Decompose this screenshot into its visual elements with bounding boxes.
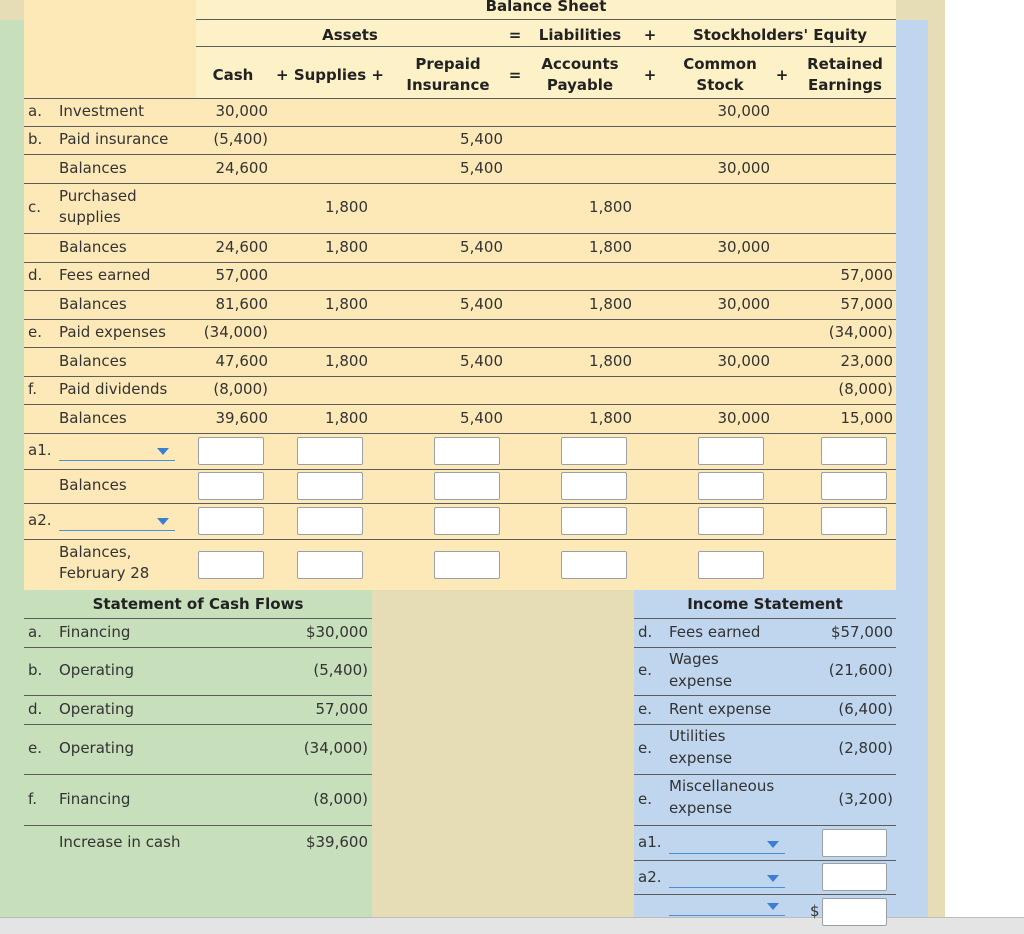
supplies-input[interactable] bbox=[297, 437, 363, 465]
re-input[interactable] bbox=[821, 507, 887, 535]
row-letter: f. bbox=[28, 380, 37, 398]
cash-flow-label: Increase in cash bbox=[59, 833, 181, 851]
cash-flow-separator bbox=[24, 825, 372, 826]
row-label: Purchased bbox=[59, 187, 137, 205]
income-separator bbox=[634, 894, 896, 895]
re-cell: (8,000) bbox=[838, 380, 893, 398]
prepaid-input[interactable] bbox=[434, 472, 500, 500]
row-label: Fees earned bbox=[59, 266, 151, 284]
cash-cell: 47,600 bbox=[215, 352, 268, 370]
income-statement-title: Income Statement bbox=[687, 595, 843, 613]
income-statement-title-line bbox=[634, 618, 896, 619]
cash-flow-label: Financing bbox=[59, 790, 131, 808]
header-line-2 bbox=[196, 46, 896, 47]
cash-flow-separator bbox=[24, 695, 372, 696]
cs-cell: 30,000 bbox=[717, 409, 770, 427]
cash-cell: 39,600 bbox=[215, 409, 268, 427]
income-value: (21,600) bbox=[828, 661, 893, 679]
ap-input[interactable] bbox=[561, 507, 627, 535]
cash-cell: (34,000) bbox=[203, 323, 268, 341]
row-label-line2: supplies bbox=[59, 208, 121, 226]
cash-flow-letter: a. bbox=[28, 623, 42, 641]
prepaid-column-header-line1: Prepaid bbox=[415, 55, 481, 73]
row-separator bbox=[24, 98, 896, 99]
re-cell: (34,000) bbox=[828, 323, 893, 341]
cash-cell: 24,600 bbox=[215, 159, 268, 177]
row-letter: a. bbox=[28, 102, 42, 120]
cash-input[interactable] bbox=[198, 551, 264, 579]
cash-flow-value: $39,600 bbox=[305, 833, 368, 851]
prepaid-input[interactable] bbox=[434, 507, 500, 535]
cash-cell: (5,400) bbox=[213, 130, 268, 148]
cs-column-header-line1: Common bbox=[683, 55, 757, 73]
re-column-header-line2: Earnings bbox=[808, 76, 882, 94]
re-cell: 23,000 bbox=[840, 352, 893, 370]
income-a1-letter: a1. bbox=[638, 833, 662, 851]
equals-sign-2: = bbox=[508, 66, 522, 84]
income-value: (2,800) bbox=[838, 739, 893, 757]
row-label: Balances bbox=[59, 159, 127, 177]
cash-flow-separator bbox=[24, 724, 372, 725]
prepaid-cell: 5,400 bbox=[460, 295, 503, 313]
income-label-line2: expense bbox=[669, 799, 733, 817]
cash-flow-letter: f. bbox=[28, 790, 37, 808]
cs-cell: 30,000 bbox=[717, 295, 770, 313]
cash-flow-label: Financing bbox=[59, 623, 131, 641]
income-label-line2: expense bbox=[669, 672, 733, 690]
cash-column-header: Cash bbox=[212, 66, 254, 84]
assets-header: Assets bbox=[322, 26, 378, 44]
supplies-cell: 1,800 bbox=[325, 352, 368, 370]
cash-flow-value: $30,000 bbox=[305, 623, 368, 641]
row-separator bbox=[24, 469, 896, 470]
ap-input[interactable] bbox=[561, 437, 627, 465]
ap-cell: 1,800 bbox=[589, 352, 632, 370]
cash-flow-value: 57,000 bbox=[315, 700, 368, 718]
row-label: Investment bbox=[59, 102, 144, 120]
row-label: Balances bbox=[59, 476, 127, 494]
ap-input[interactable] bbox=[561, 472, 627, 500]
income-value: (6,400) bbox=[838, 700, 893, 718]
supplies-input[interactable] bbox=[297, 472, 363, 500]
middle-panel bbox=[372, 590, 634, 917]
row-label: Balances, bbox=[59, 543, 132, 561]
ap-cell: 1,800 bbox=[589, 409, 632, 427]
row-label: Balances bbox=[59, 409, 127, 427]
row-label: Paid expenses bbox=[59, 323, 166, 341]
income-value: $57,000 bbox=[830, 623, 893, 641]
equity-header: Stockholders' Equity bbox=[692, 26, 868, 44]
row-label: Paid insurance bbox=[59, 130, 169, 148]
row-separator bbox=[24, 233, 896, 234]
row-letter: b. bbox=[28, 130, 43, 148]
income-net-input[interactable] bbox=[822, 898, 887, 926]
income-letter: e. bbox=[638, 661, 652, 679]
liabilities-header: Liabilities bbox=[538, 26, 622, 44]
prepaid-input[interactable] bbox=[434, 551, 500, 579]
income-value: (3,200) bbox=[838, 790, 893, 808]
cash-flow-separator bbox=[24, 647, 372, 648]
re-cell: 15,000 bbox=[840, 409, 893, 427]
income-letter: d. bbox=[638, 623, 653, 641]
income-a2-dropdown[interactable] bbox=[669, 870, 785, 888]
income-separator bbox=[634, 860, 896, 861]
row-separator bbox=[24, 126, 896, 127]
row-label: Balances bbox=[59, 295, 127, 313]
plus-sign-3: + bbox=[775, 66, 789, 84]
prepaid-cell: 5,400 bbox=[460, 238, 503, 256]
cash-flow-separator bbox=[24, 774, 372, 775]
row-separator bbox=[24, 404, 896, 405]
re-cell: 57,000 bbox=[840, 295, 893, 313]
row-letter: e. bbox=[28, 323, 42, 341]
income-a1-input[interactable] bbox=[822, 829, 887, 857]
supplies-input[interactable] bbox=[297, 507, 363, 535]
income-label: Rent expense bbox=[669, 700, 772, 718]
income-label: Utilities bbox=[669, 727, 726, 745]
cs-input[interactable] bbox=[698, 551, 764, 579]
row-separator bbox=[24, 154, 896, 155]
ap-cell: 1,800 bbox=[589, 198, 632, 216]
ap-column-header-line2: Payable bbox=[546, 76, 614, 94]
income-letter: e. bbox=[638, 739, 652, 757]
supplies-cell: 1,800 bbox=[325, 198, 368, 216]
chevron-down-icon bbox=[767, 903, 779, 910]
header-line-1 bbox=[196, 19, 896, 20]
prepaid-cell: 5,400 bbox=[460, 130, 503, 148]
chevron-down-icon bbox=[157, 518, 169, 525]
dollar-sign: $ bbox=[810, 902, 820, 920]
prepaid-column-header-line2: Insurance bbox=[406, 76, 490, 94]
cash-flows-title: Statement of Cash Flows bbox=[92, 595, 304, 613]
row-label: Balances bbox=[59, 238, 127, 256]
supplies-input[interactable] bbox=[297, 551, 363, 579]
re-input[interactable] bbox=[821, 472, 887, 500]
row-separator bbox=[24, 347, 896, 348]
supplies-column-header: + Supplies + bbox=[276, 66, 384, 84]
supplies-cell: 1,800 bbox=[325, 238, 368, 256]
prepaid-cell: 5,400 bbox=[460, 352, 503, 370]
supplies-cell: 1,800 bbox=[325, 409, 368, 427]
cs-cell: 30,000 bbox=[717, 238, 770, 256]
cash-input[interactable] bbox=[198, 437, 264, 465]
income-letter: e. bbox=[638, 700, 652, 718]
bg-green-left bbox=[0, 20, 24, 917]
income-separator bbox=[634, 825, 896, 826]
cash-flow-label: Operating bbox=[59, 700, 134, 718]
transaction-dropdown[interactable] bbox=[59, 443, 175, 461]
cs-column-header-line2: Stock bbox=[696, 76, 744, 94]
row-label: Balances bbox=[59, 352, 127, 370]
income-label: Fees earned bbox=[669, 623, 761, 641]
income-a2-letter: a2. bbox=[638, 868, 662, 886]
cs-input[interactable] bbox=[698, 507, 764, 535]
cash-flow-value: (5,400) bbox=[313, 661, 368, 679]
cash-flow-letter: e. bbox=[28, 739, 42, 757]
income-separator bbox=[634, 695, 896, 696]
cash-cell: 24,600 bbox=[215, 238, 268, 256]
income-a1-dropdown[interactable] bbox=[669, 836, 785, 854]
row-letter: a1. bbox=[28, 441, 52, 459]
plus-sign-2: + bbox=[643, 66, 657, 84]
re-column-header-line1: Retained bbox=[807, 55, 883, 73]
row-separator bbox=[24, 262, 896, 263]
row-separator bbox=[24, 433, 896, 434]
prepaid-cell: 5,400 bbox=[460, 159, 503, 177]
chevron-down-icon bbox=[767, 841, 779, 848]
re-input[interactable] bbox=[821, 437, 887, 465]
ap-column-header-line1: Accounts bbox=[541, 55, 619, 73]
cash-input[interactable] bbox=[198, 507, 264, 535]
income-label: Wages bbox=[669, 650, 719, 668]
income-net-dropdown[interactable] bbox=[669, 898, 785, 916]
income-separator bbox=[634, 647, 896, 648]
income-label-line2: expense bbox=[669, 749, 733, 767]
income-letter: e. bbox=[638, 790, 652, 808]
row-letter: d. bbox=[28, 266, 43, 284]
row-separator bbox=[24, 503, 896, 504]
income-label: Miscellaneous bbox=[669, 777, 775, 795]
equals-sign-1: = bbox=[508, 26, 522, 44]
chevron-down-icon bbox=[157, 448, 169, 455]
row-label: Paid dividends bbox=[59, 380, 168, 398]
ap-input[interactable] bbox=[561, 551, 627, 579]
bg-blue-right bbox=[896, 20, 928, 917]
income-a2-input[interactable] bbox=[822, 863, 887, 891]
income-separator bbox=[634, 724, 896, 725]
transaction-dropdown[interactable] bbox=[59, 513, 175, 531]
chevron-down-icon bbox=[767, 875, 779, 882]
cash-cell: 81,600 bbox=[215, 295, 268, 313]
cs-cell: 30,000 bbox=[717, 102, 770, 120]
cash-flow-value: (8,000) bbox=[313, 790, 368, 808]
row-separator bbox=[24, 319, 896, 320]
balance-sheet-title: Balance Sheet bbox=[485, 0, 607, 15]
ap-cell: 1,800 bbox=[589, 238, 632, 256]
cash-input[interactable] bbox=[198, 472, 264, 500]
supplies-cell: 1,800 bbox=[325, 295, 368, 313]
cash-flow-label: Operating bbox=[59, 661, 134, 679]
row-letter: a2. bbox=[28, 511, 52, 529]
cash-flow-letter: b. bbox=[28, 661, 43, 679]
cash-flow-letter: d. bbox=[28, 700, 43, 718]
cash-flow-value: (34,000) bbox=[303, 739, 368, 757]
bg-tan-right-strip bbox=[928, 0, 945, 917]
plus-sign-1: + bbox=[643, 26, 657, 44]
prepaid-input[interactable] bbox=[434, 437, 500, 465]
cash-cell: (8,000) bbox=[213, 380, 268, 398]
cash-flow-label: Operating bbox=[59, 739, 134, 757]
cash-cell: 57,000 bbox=[215, 266, 268, 284]
row-label-line2: February 28 bbox=[59, 564, 150, 582]
cs-cell: 30,000 bbox=[717, 159, 770, 177]
cs-input[interactable] bbox=[698, 472, 764, 500]
row-separator bbox=[24, 183, 896, 184]
row-separator bbox=[24, 376, 896, 377]
row-letter: c. bbox=[28, 198, 42, 216]
row-separator bbox=[24, 290, 896, 291]
income-separator bbox=[634, 774, 896, 775]
cash-cell: 30,000 bbox=[215, 102, 268, 120]
prepaid-cell: 5,400 bbox=[460, 409, 503, 427]
cs-cell: 30,000 bbox=[717, 352, 770, 370]
ap-cell: 1,800 bbox=[589, 295, 632, 313]
re-cell: 57,000 bbox=[840, 266, 893, 284]
row-separator bbox=[24, 539, 896, 540]
cs-input[interactable] bbox=[698, 437, 764, 465]
cash-flows-title-line bbox=[24, 618, 372, 619]
